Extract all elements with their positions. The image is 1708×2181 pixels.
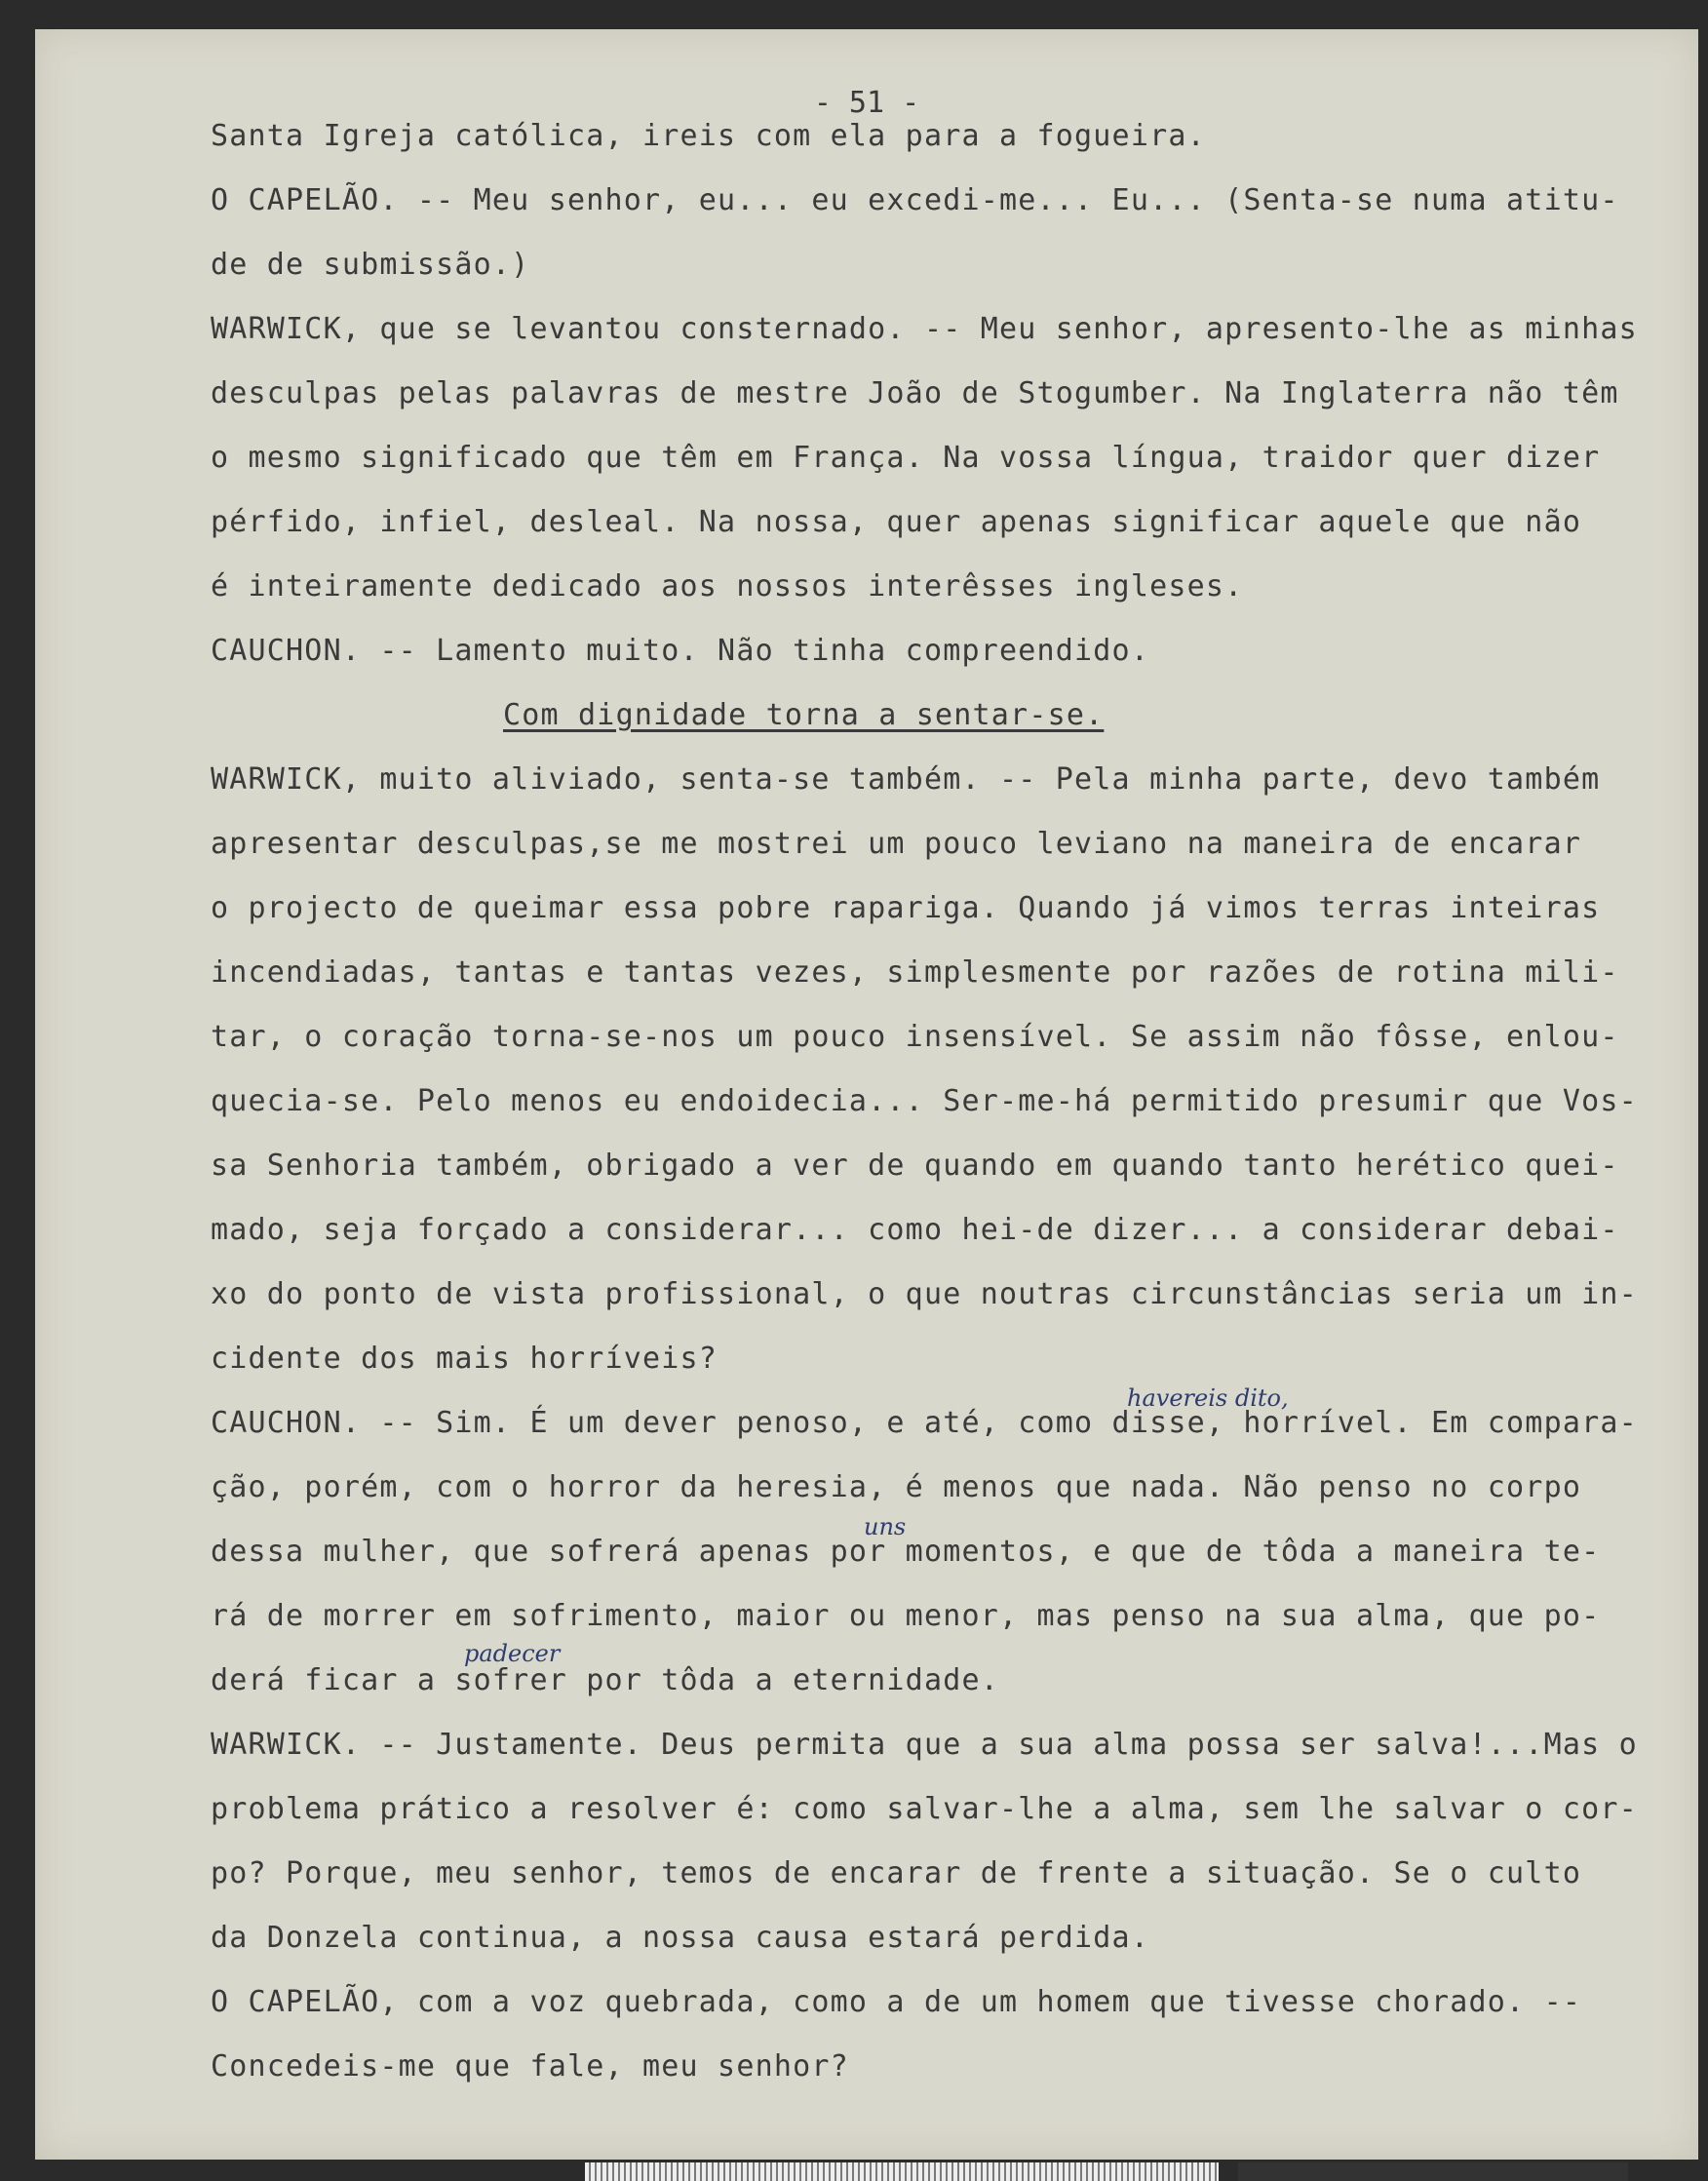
text-line-17: sa Senhoria também, obrigado a ver de quando em quando tanto herético quei- — [211, 1149, 1619, 1183]
text-line-28: po? Porque, meu senhor, temos de encarar de frente a situação. Se o culto — [211, 1856, 1582, 1890]
text-line-7: pérfido, infiel, desleal. Na nossa, quer apenas significar aquele que não — [211, 505, 1582, 539]
text-line-21: CAUCHON. -- Sim. É um dever penoso, e até, como disse, horrível. Em compara- — [211, 1406, 1638, 1440]
scan-ruler-dark — [1238, 2162, 1628, 2181]
text-line-24: rá de morrer em sofrimento, maior ou menor, mas penso na sua alma, que po- — [211, 1599, 1601, 1633]
page-number: - 51 - — [813, 86, 920, 120]
text-line-27: problema prático a resolver é: como salvar-lhe a alma, sem lhe salvar o cor- — [211, 1792, 1638, 1826]
text-line-13: o projecto de queimar essa pobre rapariga. Quando já vimos terras inteiras — [211, 891, 1601, 925]
text-line-11: WARWICK, muito aliviado, senta-se também. -- Pela minha parte, devo também — [211, 762, 1601, 797]
text-line-2: O CAPELÃO. -- Meu senhor, eu... eu excedi-me... Eu... (Senta-se numa atitu- — [211, 183, 1619, 217]
text-line-9: CAUCHON. -- Lamento muito. Não tinha compreendido. — [211, 634, 1150, 668]
handwritten-havereis-dito: havereis dito, — [1127, 1384, 1289, 1412]
text-line-22: ção, porém, com o horror da heresia, é menos que nada. Não penso no corpo — [211, 1470, 1582, 1504]
text-line-19: xo do ponto de vista profissional, o que noutras circunstâncias seria um in- — [211, 1277, 1638, 1311]
text-line-15: tar, o coração torna-se-nos um pouco insensível. Se assim não fôsse, enlou- — [211, 1020, 1619, 1054]
text-line-26: WARWICK. -- Justamente. Deus permita que a sua alma possa ser salva!...Mas o — [211, 1728, 1638, 1762]
text-line-6: o mesmo significado que têm em França. Na vossa língua, traidor quer dizer — [211, 441, 1601, 475]
stage-direction: Com dignidade torna a sentar-se. — [503, 698, 1105, 732]
text-line-23: dessa mulher, que sofrerá apenas por momentos, e que de tôda a maneira te- — [211, 1535, 1601, 1569]
text-line-31: Concedeis-me que fale, meu senhor? — [211, 2049, 849, 2084]
text-line-5: desculpas pelas palavras de mestre João de Stogumber. Na Inglaterra não têm — [211, 376, 1619, 410]
text-line-20: cidente dos mais horríveis? — [211, 1342, 718, 1376]
text-line-1: Santa Igreja católica, ireis com ela para a fogueira. — [211, 119, 1206, 153]
text-line-4: WARWICK, que se levantou consternado. -- Meu senhor, apresento-lhe as minhas — [211, 312, 1638, 346]
text-line-16: quecia-se. Pelo menos eu endoidecia... Ser-me-há permitido presumir que Vos- — [211, 1084, 1638, 1118]
handwritten-uns: uns — [864, 1513, 907, 1540]
document-page — [35, 29, 1698, 2160]
text-line-25: derá ficar a sofrer por tôda a eternidade. — [211, 1663, 999, 1697]
text-line-29: da Donzela continua, a nossa causa estará perdida. — [211, 1921, 1150, 1955]
text-line-12: apresentar desculpas,se me mostrei um pouco leviano na maneira de encarar — [211, 827, 1582, 861]
text-line-18: mado, seja forçado a considerar... como hei-de dizer... a considerar debai- — [211, 1213, 1619, 1247]
text-line-30: O CAPELÃO, com a voz quebrada, como a de um homem que tivesse chorado. -- — [211, 1985, 1582, 2019]
text-line-14: incendiadas, tantas e tantas vezes, simplesmente por razões de rotina mili- — [211, 955, 1619, 990]
scan-ruler — [585, 2162, 1219, 2181]
text-line-8: é inteiramente dedicado aos nossos interêsses ingleses. — [211, 569, 1244, 604]
handwritten-padecer: padecer — [464, 1640, 561, 1667]
text-line-3: de de submissão.) — [211, 248, 530, 282]
